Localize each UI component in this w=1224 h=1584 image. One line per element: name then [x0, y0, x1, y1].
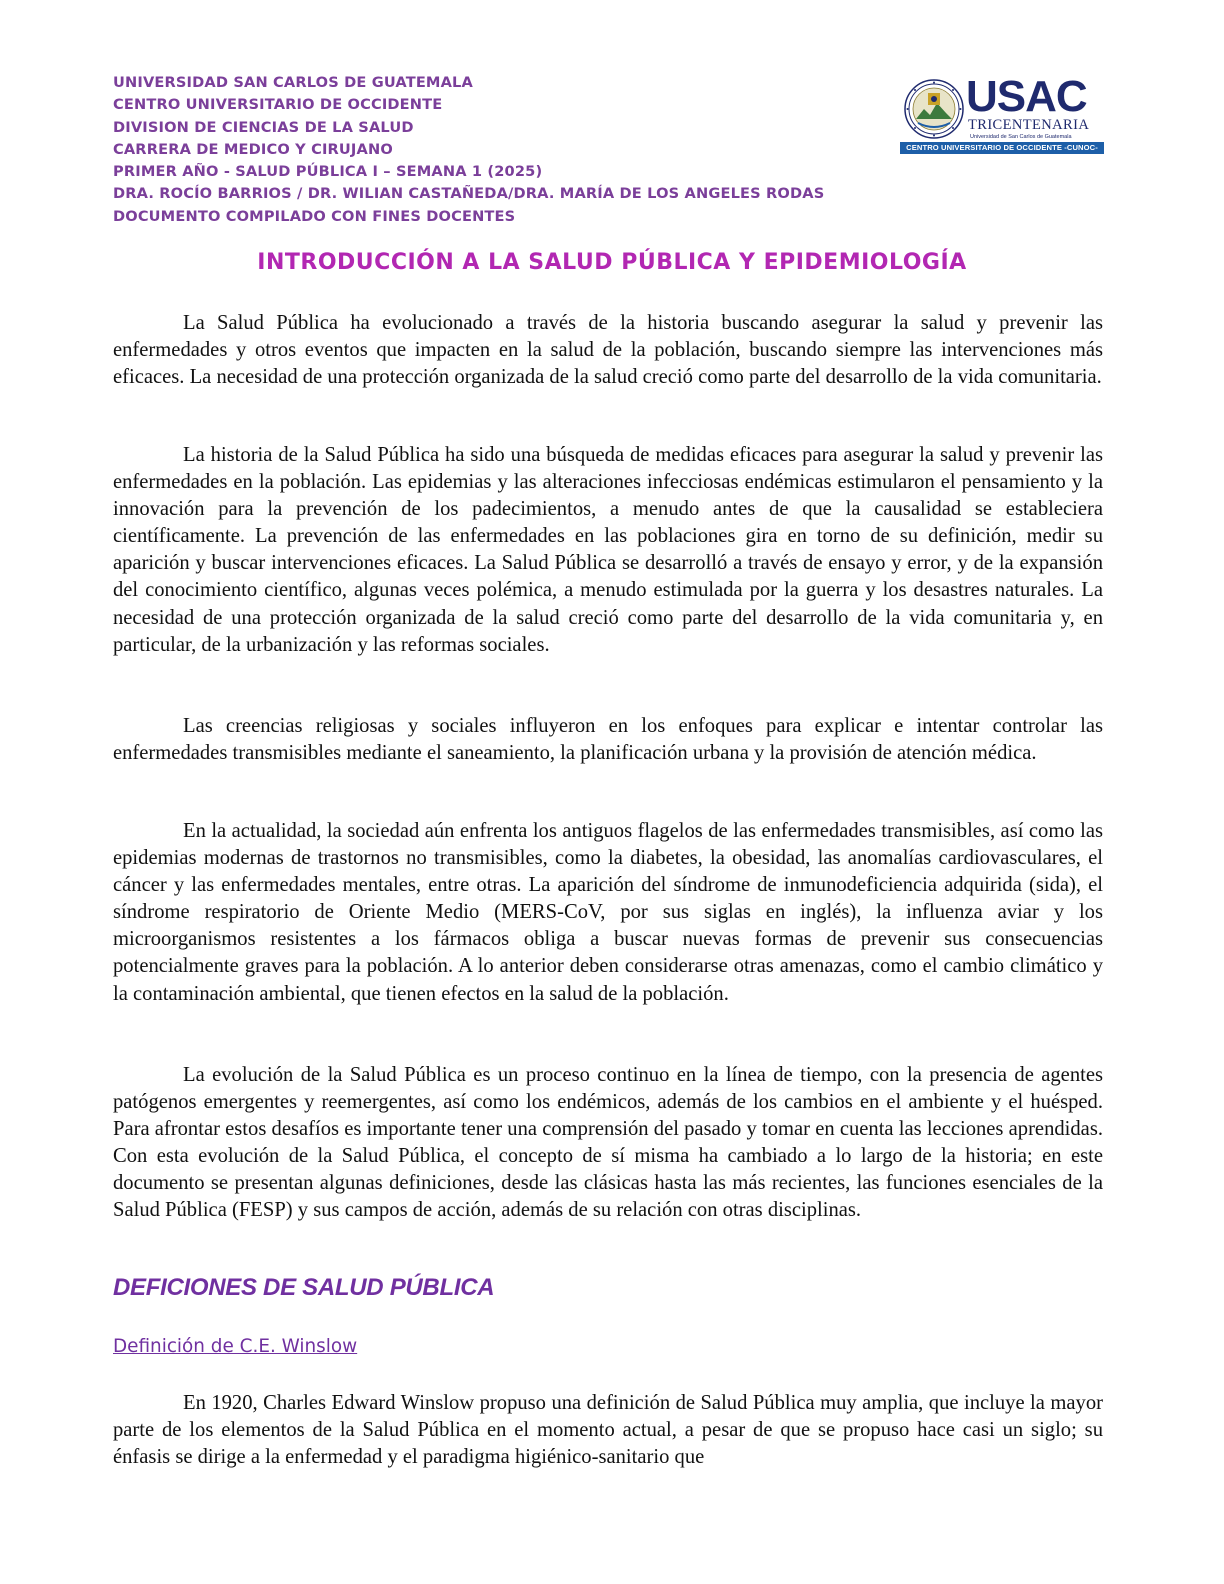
usac-logo	[900, 72, 1105, 158]
logo-band: CENTRO UNIVERSITARIO DE OCCIDENTE -CUNOC-	[900, 142, 1104, 154]
header-line-university: UNIVERSIDAD SAN CARLOS DE GUATEMALA	[113, 74, 473, 91]
paragraph-text: En la actualidad, la sociedad aún enfrenta los antiguos flagelos de las enfermedades transmisibles, así como las epidemias modernas de trastornos no transmisibles, como la diabetes, la obesidad, las anomalías cardiovasculares, el cáncer y las enfermedades mentales, entre otras. La aparición del síndrome de inmunodeficiencia adquirida (sida), el síndrome respiratorio de Oriente Medio (MERS-CoV, por sus siglas en inglés), la influenza aviar y los microorganismos resistentes a los fármacos obliga a buscar nuevas formas de prevenir sus consecuencias potencialmente graves para la población. A lo anterior deben considerarse otras amenazas, como el cambio climático y la contaminación ambiental, que tienen efectos en la salud de la población.	[113, 820, 1103, 1005]
paragraph-1	[113, 310, 1103, 391]
institution-header	[113, 72, 913, 228]
header-line-note: DOCUMENTO COMPILADO CON FINES DOCENTES	[113, 207, 516, 225]
paragraph-4	[113, 818, 1103, 1008]
paragraph-text: La Salud Pública ha evolucionado a través de la historia buscando asegurar la salud y prevenir las enfermedades y otros eventos que impacten en la salud de la población, buscando siempre las intervenciones más eficaces. La necesidad de una protección organizada de la salud creció como parte del desarrollo de la vida comunitaria.	[113, 312, 1103, 389]
header-line-authors: DRA. ROCÍO BARRIOS / DR. WILIAN CASTAÑEDA/DRA. MARÍA DE LOS ANGELES RODAS	[113, 185, 825, 203]
paragraph-text: La historia de la Salud Pública ha sido una búsqueda de medidas eficaces para asegurar la salud y prevenir las enfermedades en la población. Las epidemias y las alteraciones infecciosas endémicas estimularon el pensamiento y la innovación para la prevención de los padecimientos, a menudo antes de que la causalidad se estableciera científicamente. La prevención de las enfermedades en las poblaciones gira en torno de su definición, medir su aparición y buscar intervenciones eficaces. La Salud Pública se desarrolló a través de ensayo y error, y de la expansión del conocimiento científico, algunas veces polémica, a menudo estimulada por la guerra y los desastres naturales. La necesidad de una protección organizada de la salud creció como parte del desarrollo de la vida comunitaria y, en particular, de la urbanización y las reformas sociales.	[113, 444, 1103, 656]
logo-subline: Universidad de San Carlos de Guatemala	[970, 134, 1072, 140]
header-line-career: CARRERA DE MEDICO Y CIRUJANO	[113, 140, 393, 158]
document-title: INTRODUCCIÓN A LA SALUD PÚBLICA Y EPIDEMIOLOGÍA	[257, 250, 967, 275]
paragraph-2	[113, 442, 1103, 659]
header-line-course: PRIMER AÑO - SALUD PÚBLICA I – SEMANA 1 (2025)	[113, 163, 543, 181]
paragraph-3	[113, 713, 1103, 767]
university-seal-icon	[904, 79, 964, 139]
header-line-division: DIVISION DE CIENCIAS DE LA SALUD	[113, 118, 414, 136]
paragraph-text: Las creencias religiosas y sociales influyeron en los enfoques para explicar e intentar controlar las enfermedades transmisibles mediante el saneamiento, la planificación urbana y la provisión de atención médica.	[113, 715, 1103, 765]
logo-tagline: TRICENTENARIA	[968, 117, 1090, 133]
section-heading: DEFICIONES DE SALUD PÚBLICA	[113, 1274, 495, 1301]
paragraph-5	[113, 1062, 1103, 1225]
logo-wordmark: USAC	[966, 72, 1087, 121]
paragraph-text: La evolución de la Salud Pública es un proceso continuo en la línea de tiempo, con la presencia de agentes patógenos emergentes y reemergentes, así como los endémicos, además de los cambios en el ambiente y el huésped. Para afrontar estos desafíos es importante tener una comprensión del pasado y tomar en cuenta las lecciones aprendidas. Con esta evolución de la Salud Pública, el concepto de sí misma ha cambiado a lo largo de la historia; en este documento se presentan algunas definiciones, desde las clásicas hasta las más recientes, las funciones esenciales de la Salud Pública (FESP) y sus campos de acción, además de su relación con otras disciplinas.	[113, 1064, 1103, 1222]
header-line-center: CENTRO UNIVERSITARIO DE OCCIDENTE	[113, 96, 443, 114]
winslow-subheading[interactable]: Definición de C.E. Winslow	[113, 1336, 358, 1357]
paragraph-winslow	[113, 1390, 1103, 1471]
paragraph-text: En 1920, Charles Edward Winslow propuso una definición de Salud Pública muy amplia, que incluye la mayor parte de los elementos de la Salud Pública en el momento actual, a pesar de que se propuso hace casi un siglo; su énfasis se dirige a la enfermedad y el paradigma higiénico-sanitario que	[113, 1392, 1103, 1469]
